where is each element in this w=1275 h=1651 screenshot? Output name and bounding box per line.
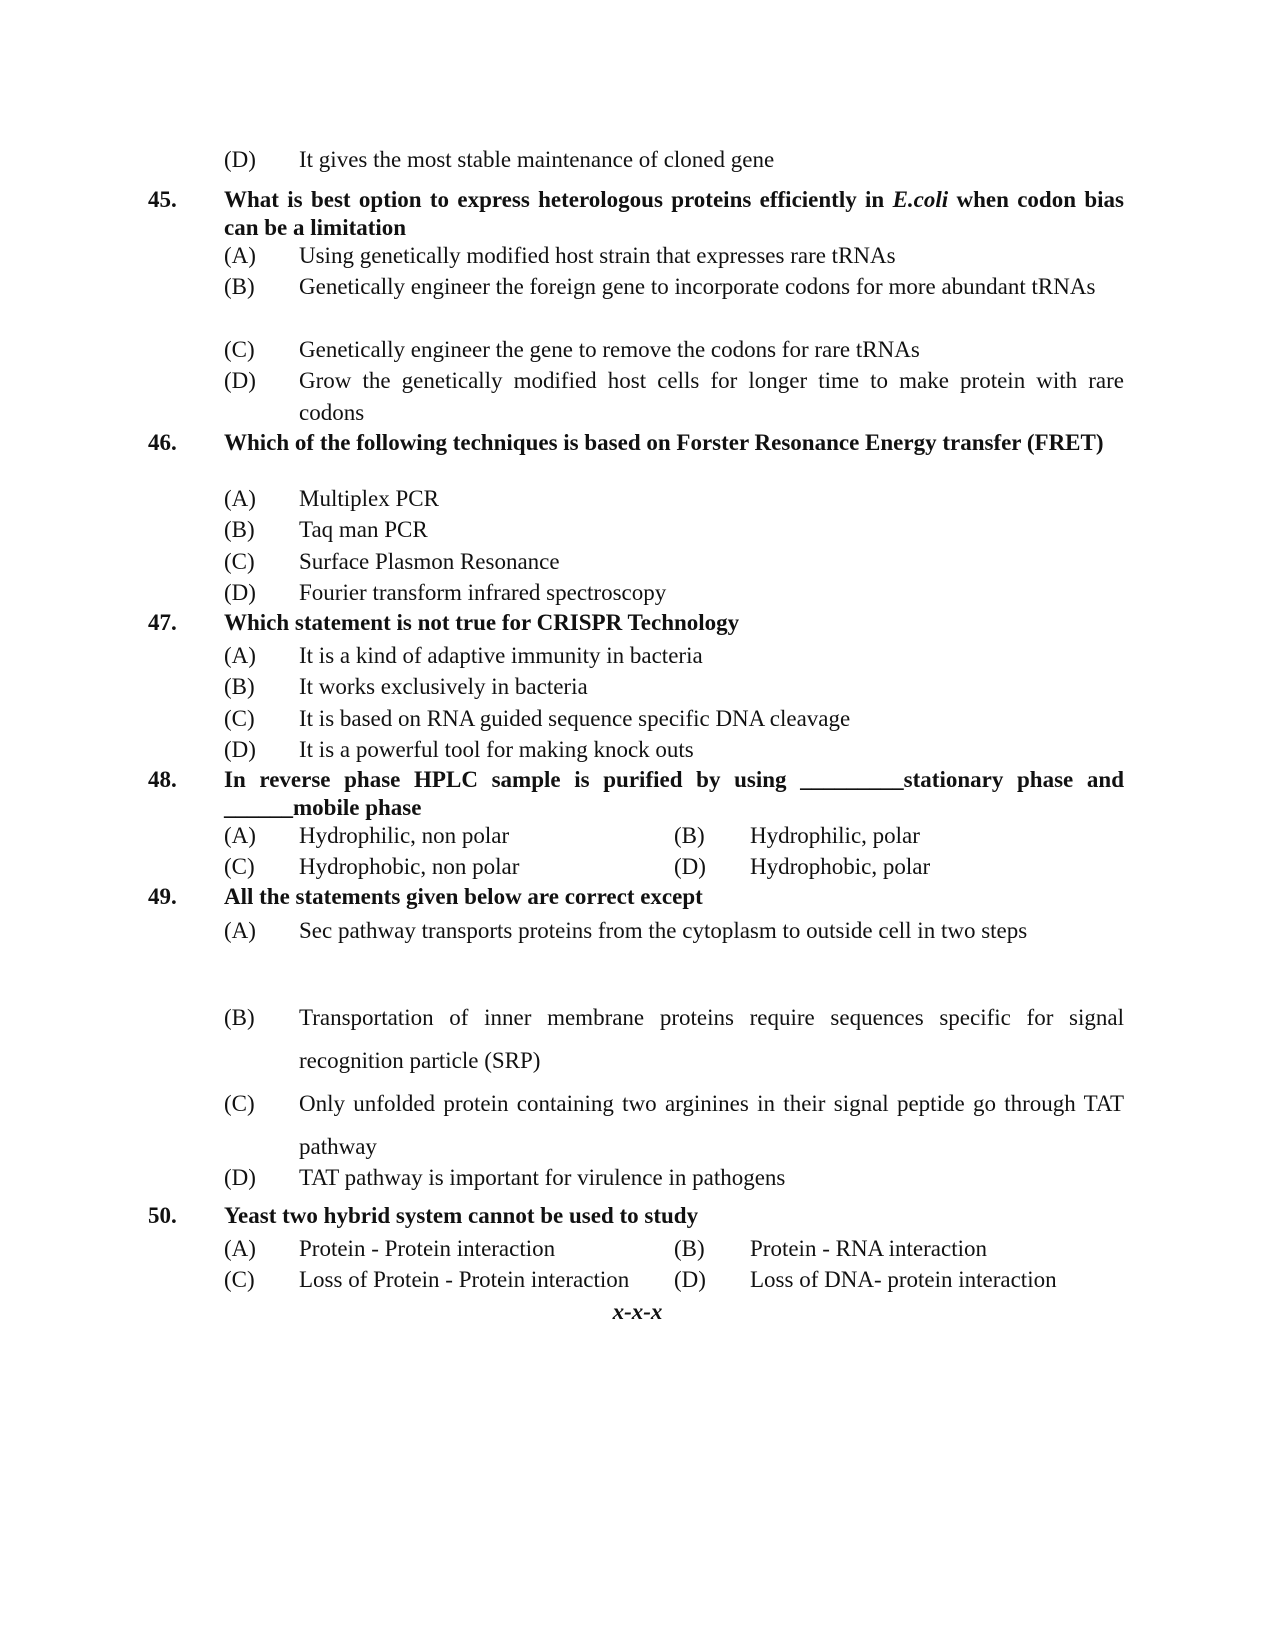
option-label: (B) [224, 274, 255, 299]
question-number: 45. [148, 187, 177, 212]
option-text: Fourier transform infrared spectroscopy [299, 580, 667, 605]
option-label: (D) [224, 368, 256, 393]
question-50 [148, 1202, 1124, 1230]
option-label: (B) [224, 1005, 255, 1030]
option-text: Hydrophilic, non polar [299, 823, 510, 848]
q49-option-c [224, 1082, 1124, 1168]
question-number: 48. [148, 767, 177, 792]
question-text-part: What is best option to express heterologous proteins efficiently in [224, 187, 893, 212]
option-text: It is a powerful tool for making knock outs [299, 737, 694, 762]
option-label: (A) [224, 1236, 256, 1261]
option-text: Sec pathway transports proteins from the cytoplasm to outside cell in two steps [299, 918, 1028, 943]
question-46 [148, 429, 1124, 457]
option-label: (B) [674, 823, 705, 848]
question-49 [148, 883, 1124, 911]
question-48 [148, 766, 1124, 822]
question-45 [148, 186, 1124, 242]
option-text: It is based on RNA guided sequence specific DNA cleavage [299, 706, 851, 731]
option-text: Genetically engineer the gene to remove the codons for rare tRNAs [299, 337, 920, 362]
option-text: Only unfolded protein containing two arginines in their signal peptide go through TAT pathway [299, 1091, 1124, 1159]
option-label: (D) [224, 1165, 256, 1190]
option-label: (A) [224, 243, 256, 268]
option-label: (A) [224, 823, 256, 848]
prev-option-d [224, 144, 1124, 176]
option-text: Hydrophobic, non polar [299, 854, 520, 879]
option-text: Surface Plasmon Resonance [299, 549, 560, 574]
q46-option-c [224, 546, 1124, 578]
question-text: In reverse phase HPLC sample is purified by using _________stationary phase and ______mobile phase [224, 767, 1124, 820]
q49-option-a [224, 909, 1124, 952]
question-47 [148, 609, 1124, 637]
option-text: Protein - RNA interaction [750, 1236, 987, 1261]
question-text: Yeast two hybrid system cannot be used to study [224, 1203, 699, 1228]
question-text: Which of the following techniques is based on Forster Resonance Energy transfer (FRET) [224, 430, 1104, 455]
option-text: It works exclusively in bacteria [299, 674, 588, 699]
option-text: Hydrophobic, polar [750, 854, 931, 879]
end-of-paper-mark: x-x-x [612, 1299, 663, 1324]
option-label: (D) [674, 1267, 706, 1292]
option-label: (C) [224, 854, 255, 879]
option-text: Taq man PCR [299, 517, 428, 542]
option-text: Loss of DNA- protein interaction [750, 1267, 1057, 1292]
option-text: Genetically engineer the foreign gene to incorporate codons for more abundant tRNAs [299, 274, 1096, 299]
q45-option-a [224, 240, 1124, 272]
option-text: Hydrophilic, polar [750, 823, 920, 848]
q47-option-d [224, 734, 1124, 766]
option-text: Protein - Protein interaction [299, 1236, 556, 1261]
option-label: (B) [224, 517, 255, 542]
option-label: (B) [674, 1236, 705, 1261]
option-label: (C) [224, 706, 255, 731]
option-text: Loss of Protein - Protein interaction [299, 1267, 630, 1292]
question-text-part: when codon bias can be a limitation [224, 187, 1124, 240]
q45-option-b [224, 271, 1124, 303]
option-label: (B) [224, 674, 255, 699]
question-text-italic: E.coli [892, 187, 949, 212]
option-label: (D) [224, 737, 256, 762]
option-label: (D) [224, 147, 256, 172]
option-text: Multiplex PCR [299, 486, 439, 511]
option-text: Grow the genetically modified host cells for longer time to make protein with rare codons [299, 368, 1124, 425]
question-number: 49. [148, 884, 177, 909]
option-label: (A) [224, 918, 256, 943]
option-text: Using genetically modified host strain that expresses rare tRNAs [299, 243, 896, 268]
option-text: TAT pathway is important for virulence in pathogens [299, 1165, 786, 1190]
question-number: 50. [148, 1203, 177, 1228]
option-label: (A) [224, 486, 256, 511]
option-text: Transportation of inner membrane proteins require sequences specific for signal recognition particle (SRP) [299, 1005, 1124, 1073]
option-label: (C) [224, 1267, 255, 1292]
option-label: (A) [224, 643, 256, 668]
q45-option-d [224, 365, 1124, 429]
question-text: Which statement is not true for CRISPR Technology [224, 610, 740, 635]
option-label: (C) [224, 337, 255, 362]
question-number: 47. [148, 610, 177, 635]
q46-option-a [224, 483, 1124, 515]
option-label: (D) [224, 580, 256, 605]
option-text: It gives the most stable maintenance of cloned gene [299, 147, 775, 172]
option-label: (C) [224, 1091, 255, 1116]
question-text [224, 186, 1124, 242]
question-text: All the statements given below are correct except [224, 884, 703, 909]
q47-option-c [224, 703, 1124, 735]
q46-option-d [224, 577, 1124, 609]
q45-option-c [224, 334, 1124, 366]
q49-option-d [224, 1162, 1124, 1194]
option-text: It is a kind of adaptive immunity in bacteria [299, 643, 703, 668]
q49-option-b [224, 996, 1124, 1082]
option-label: (C) [224, 549, 255, 574]
option-label: (D) [674, 854, 706, 879]
q46-option-b [224, 514, 1124, 546]
question-number: 46. [148, 430, 177, 455]
q47-option-b [224, 671, 1124, 703]
q47-option-a [224, 640, 1124, 672]
